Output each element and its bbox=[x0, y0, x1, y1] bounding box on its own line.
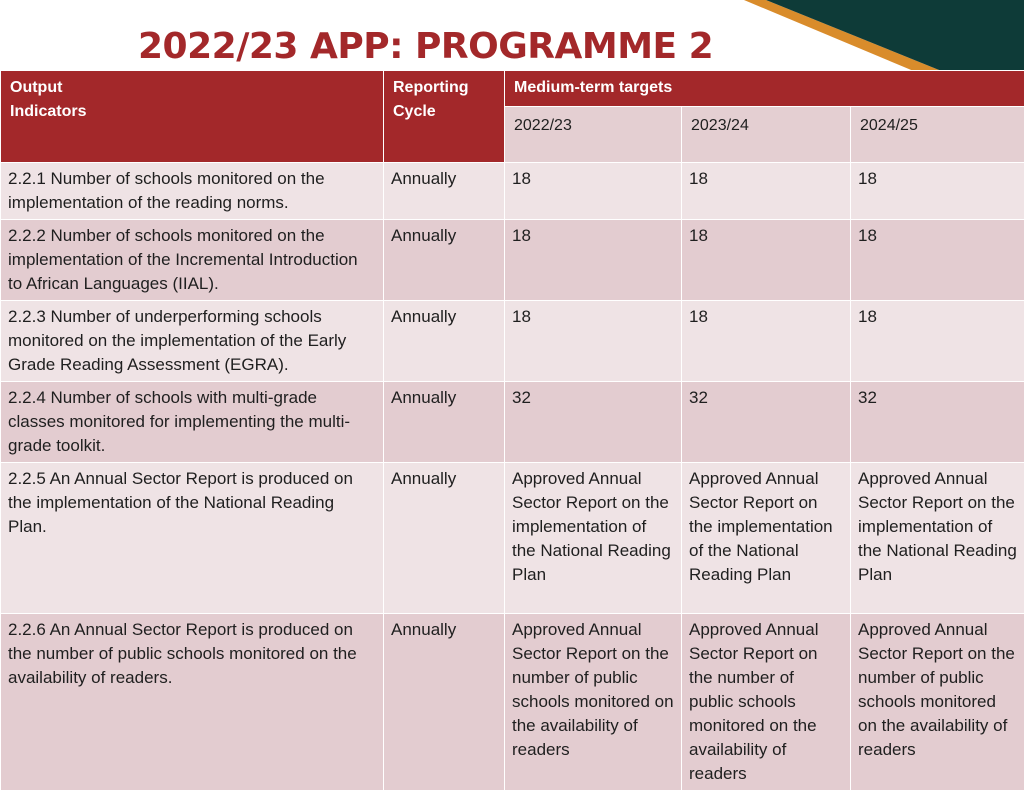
indicator-cell: 2.2.2 Number of schools monitored on the implementation of the Incremental Introduction to African Languages (IIAL). bbox=[1, 220, 384, 301]
cycle-cell: Annually bbox=[384, 301, 505, 382]
target-cell: 18 bbox=[682, 301, 851, 382]
target-cell: 18 bbox=[682, 220, 851, 301]
target-cell: Approved Annual Sector Report on the implementation of the National Reading Plan bbox=[505, 463, 682, 614]
table-row bbox=[1, 614, 1025, 791]
cycle-cell: Annually bbox=[384, 220, 505, 301]
target-cell: 32 bbox=[851, 382, 1025, 463]
target-cell: Approved Annual Sector Report on the implementation of the National Reading Plan bbox=[851, 463, 1025, 614]
target-cell: 18 bbox=[682, 163, 851, 220]
target-cell: Approved Annual Sector Report on the number of public schools monitored on the availability of readers bbox=[682, 614, 851, 791]
slide-title: 2022/23 APP: PROGRAMME 2 bbox=[138, 26, 714, 67]
indicator-cell: 2.2.4 Number of schools with multi-grade classes monitored for implementing the multi-grade toolkit. bbox=[1, 382, 384, 463]
target-cell: 32 bbox=[682, 382, 851, 463]
target-cell: Approved Annual Sector Report on the number of public schools monitored on the availability of readers bbox=[851, 614, 1025, 791]
target-cell: 18 bbox=[851, 301, 1025, 382]
indicator-cell: 2.2.6 An Annual Sector Report is produced on the number of public schools monitored on the availability of readers. bbox=[1, 614, 384, 791]
target-cell: 18 bbox=[505, 301, 682, 382]
table-row bbox=[1, 463, 1025, 614]
target-cell: Approved Annual Sector Report on the number of public schools monitored on the availability of readers bbox=[505, 614, 682, 791]
table-row bbox=[1, 220, 1025, 301]
corner-decoration bbox=[744, 0, 1024, 72]
target-cell: Approved Annual Sector Report on the implementation of the National Reading Plan bbox=[682, 463, 851, 614]
header-year-2022-23: 2022/23 bbox=[505, 107, 682, 163]
header-year-2024-25: 2024/25 bbox=[851, 107, 1025, 163]
cycle-cell: Annually bbox=[384, 614, 505, 791]
target-cell: 18 bbox=[505, 220, 682, 301]
cycle-cell: Annually bbox=[384, 163, 505, 220]
indicator-cell: 2.2.3 Number of underperforming schools monitored on the implementation of the Early Grade Reading Assessment (EGRA). bbox=[1, 301, 384, 382]
target-cell: 32 bbox=[505, 382, 682, 463]
cycle-cell: Annually bbox=[384, 382, 505, 463]
table-row bbox=[1, 301, 1025, 382]
cycle-cell: Annually bbox=[384, 463, 505, 614]
header-year-2023-24: 2023/24 bbox=[682, 107, 851, 163]
target-cell: 18 bbox=[505, 163, 682, 220]
targets-table bbox=[0, 70, 1025, 791]
target-cell: 18 bbox=[851, 220, 1025, 301]
table-row bbox=[1, 163, 1025, 220]
header-medium-term-targets: Medium-term targets bbox=[505, 71, 1025, 107]
header-output-indicators: Output Indicators bbox=[1, 71, 384, 163]
header-reporting-cycle: Reporting Cycle bbox=[384, 71, 505, 163]
target-cell: 18 bbox=[851, 163, 1025, 220]
indicator-cell: 2.2.1 Number of schools monitored on the implementation of the reading norms. bbox=[1, 163, 384, 220]
table-row bbox=[1, 382, 1025, 463]
indicator-cell: 2.2.5 An Annual Sector Report is produced on the implementation of the National Reading Plan. bbox=[1, 463, 384, 614]
